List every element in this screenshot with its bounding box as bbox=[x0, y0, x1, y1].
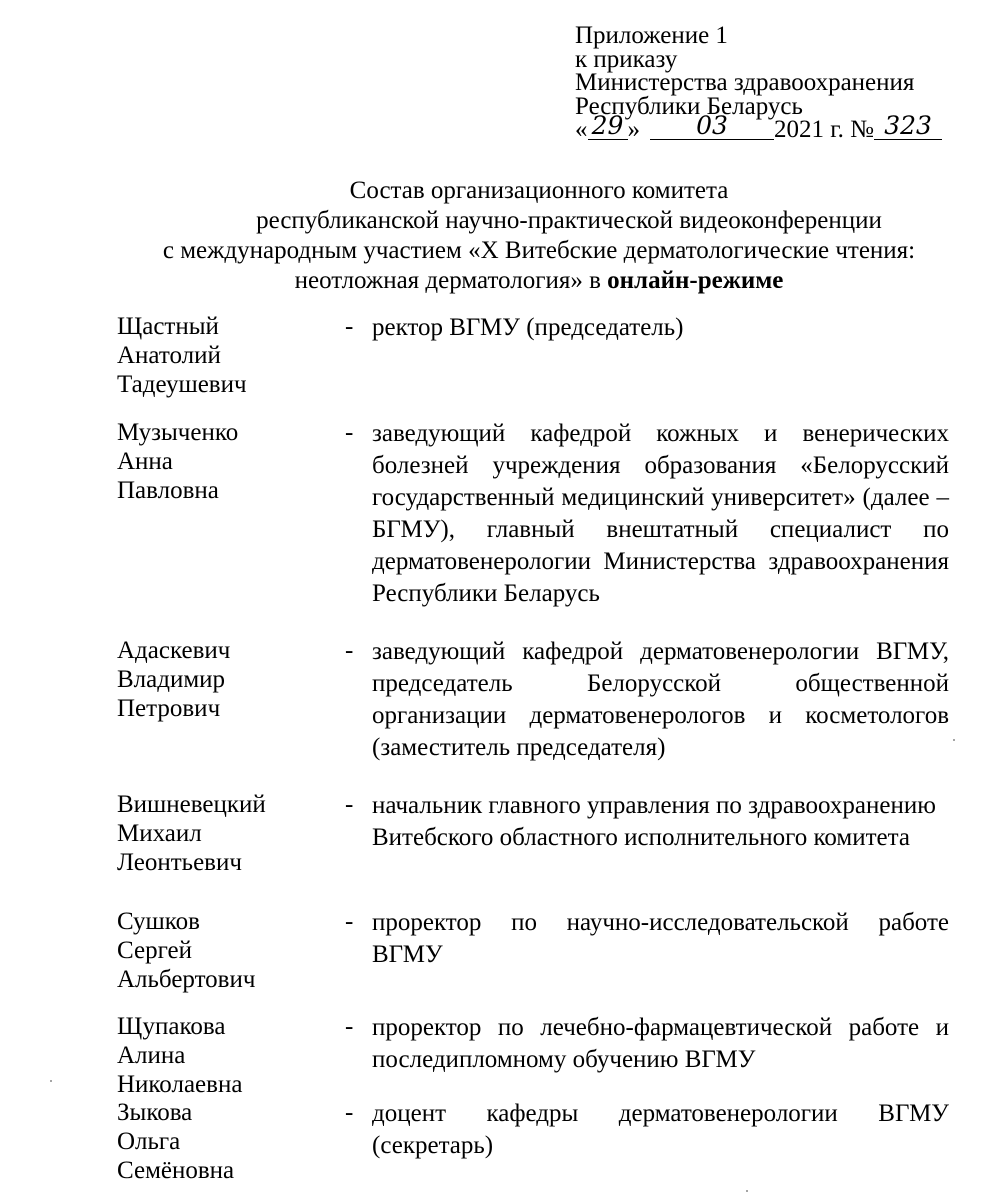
member-name bbox=[117, 1012, 327, 1099]
document-title bbox=[0, 176, 1000, 296]
member-surname: Адаскевич bbox=[117, 637, 231, 664]
member-dash: - bbox=[345, 637, 354, 664]
member-surname: Щастный bbox=[117, 313, 219, 340]
order-date-line bbox=[575, 111, 942, 143]
member-dash: - bbox=[345, 1013, 354, 1040]
scan-speck bbox=[50, 1080, 52, 1082]
member-role: начальник главного управления по здравоохранению Витебского областного исполнительного комитета bbox=[372, 792, 936, 851]
scan-speck bbox=[746, 1190, 748, 1192]
member-dash: - bbox=[345, 419, 354, 446]
member-patronymic: Павловна bbox=[117, 477, 219, 504]
handwritten-day: 29 bbox=[588, 119, 628, 140]
appendix-line-1: Приложение 1 bbox=[575, 22, 728, 49]
member-patronymic: Леонтьевич bbox=[117, 849, 242, 876]
member-role: проректор по научно-исследовательской работе ВГМУ bbox=[372, 909, 949, 968]
member-dash: - bbox=[345, 908, 354, 935]
member-patronymic: Петрович bbox=[117, 695, 221, 722]
member-first-name: Сергей bbox=[117, 937, 192, 964]
title-line-4 bbox=[0, 266, 1000, 296]
member-dash: - bbox=[345, 1099, 354, 1126]
member-name bbox=[117, 1098, 327, 1185]
member-patronymic: Тадеушевич bbox=[117, 371, 247, 398]
title-line-3: с международным участием «Х Витебские дерматологические чтения: bbox=[162, 237, 916, 264]
member-surname: Музыченко bbox=[117, 419, 239, 446]
appendix-line-2: к приказу bbox=[575, 45, 678, 73]
date-close-quote: » bbox=[627, 116, 640, 143]
member-name bbox=[117, 790, 327, 877]
member-first-name: Анна bbox=[117, 448, 173, 475]
handwritten-month: 03 bbox=[650, 119, 774, 140]
date-year-label: 2021 г. № bbox=[774, 116, 875, 143]
member-name bbox=[117, 418, 327, 505]
date-open-quote: « bbox=[575, 116, 588, 143]
member-role: проректор по лечебно-фармацевтической работе и последипломному обучению ВГМУ bbox=[372, 1014, 949, 1073]
title-line-2: республиканской научно-практической видеоконференции bbox=[256, 207, 882, 234]
member-surname: Сушков bbox=[117, 908, 200, 935]
appendix-header bbox=[575, 24, 942, 142]
member-role: заведующий кафедрой дерматовенерологии ВГМУ, председатель Белорусской общественной организации дерматовенерологов и косметологов (заместитель председателя) bbox=[372, 638, 949, 761]
member-patronymic: Николаевна bbox=[117, 1071, 243, 1098]
member-name bbox=[117, 907, 327, 994]
member-role: заведующий кафедрой кожных и венерических болезней учреждения образования «Белорусский государственный медицинский университет» (далее – БГМУ), главный внештатный специалист по дерматовенерологии Министерства здравоохранения Республики Беларусь bbox=[372, 420, 949, 607]
scan-speck bbox=[953, 739, 955, 741]
title-line-4-bold: онлайн-режиме bbox=[607, 267, 784, 294]
member-surname: Щупакова bbox=[117, 1013, 226, 1040]
member-first-name: Михаил bbox=[117, 820, 202, 847]
member-first-name: Алина bbox=[117, 1042, 186, 1069]
title-line-4-regular: неотложная дерматология» в bbox=[294, 267, 608, 294]
appendix-line-3: Министерства здравоохранения bbox=[575, 69, 915, 96]
member-name bbox=[117, 636, 327, 723]
member-first-name: Анатолий bbox=[117, 342, 221, 369]
member-first-name: Владимир bbox=[117, 666, 226, 693]
member-first-name: Ольга bbox=[117, 1128, 181, 1155]
member-patronymic: Альбертович bbox=[117, 966, 256, 993]
handwritten-order-number: 323 bbox=[874, 119, 942, 140]
appendix-line-4: Республики Беларусь bbox=[575, 92, 803, 120]
member-surname: Зыкова bbox=[117, 1099, 193, 1126]
member-role: ректор ВГМУ (председатель) bbox=[372, 314, 684, 341]
member-surname: Вишневецкий bbox=[117, 791, 266, 818]
member-patronymic: Семёновна bbox=[117, 1157, 235, 1184]
member-dash: - bbox=[345, 791, 354, 818]
member-name bbox=[117, 312, 327, 399]
title-line-1: Состав организационного комитета bbox=[349, 177, 729, 204]
member-dash: - bbox=[345, 313, 354, 340]
member-role: доцент кафедры дерматовенерологии ВГМУ (секретарь) bbox=[372, 1100, 949, 1159]
